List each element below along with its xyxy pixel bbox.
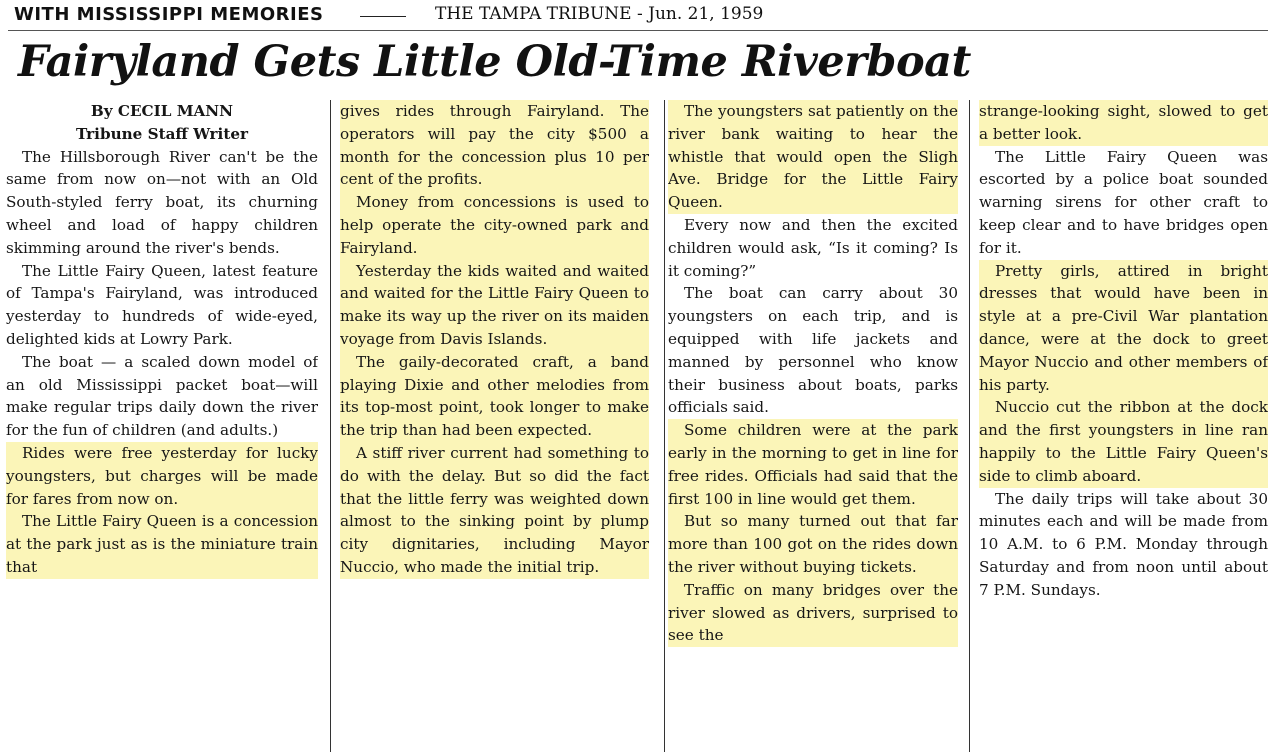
column-rule — [969, 100, 970, 752]
masthead-rule — [8, 30, 1268, 31]
kicker-dash-rule — [360, 16, 406, 17]
section-kicker: WITH MISSISSIPPI MEMORIES — [14, 4, 324, 25]
column-rule — [330, 100, 331, 752]
article-paragraph: strange-looking sight, slowed to get a better look. — [979, 100, 1268, 146]
article-paragraph: But so many turned out that far more than 100 got on the rides down the river without buying tickets. — [668, 510, 958, 578]
article-paragraph: The gaily-decorated craft, a band playing Dixie and other melodies from its top-most point, took longer to make the trip than had been expected. — [340, 351, 649, 442]
article-paragraph: Yesterday the kids waited and waited and waited for the Little Fairy Queen to make its way up the river on its maiden voyage from Davis Islands. — [340, 260, 649, 351]
article-paragraph: Nuccio cut the ribbon at the dock and the first youngsters in line ran happily to the Little Fairy Queen's side to climb aboard. — [979, 396, 1268, 487]
article-column-3 — [668, 100, 958, 752]
article-column-1 — [6, 100, 318, 752]
article-paragraph: The Little Fairy Queen, latest feature of Tampa's Fairyland, was introduced yesterday to hundreds of wide-eyed, delighted kids at Lowry Park. — [6, 261, 318, 348]
article-paragraph: A stiff river current had something to do with the delay. But so did the fact that the little ferry was weighted down almost to the sinking point by plump city dignitaries, including Mayor Nuccio, who made the initial trip. — [340, 442, 649, 579]
source-line: THE TAMPA TRIBUNE - Jun. 21, 1959 — [435, 4, 764, 24]
article-paragraph: Some children were at the park early in the morning to get in line for free rides. Officials had said that the first 100 in line would get them. — [668, 419, 958, 510]
article-paragraph: The boat can carry about 30 youngsters on each trip, and is equipped with life jackets and manned by personnel who know their business about boats, parks officials said. — [668, 284, 958, 417]
article-paragraph: Traffic on many bridges over the river slowed as drivers, surprised to see the — [668, 579, 958, 647]
article-paragraph: The Hillsborough River can't be the same from now on—not with an Old South-styled ferry boat, its churning wheel and load of happy children skimming around the river's bends. — [6, 147, 318, 257]
article-paragraph: gives rides through Fairyland. The operators will pay the city $500 a month for the concession plus 10 per cent of the profits. — [340, 100, 649, 191]
article-paragraph: Every now and then the excited children would ask, “Is it coming? Is it coming?” — [668, 215, 958, 280]
article-paragraph: Rides were free yesterday for lucky youngsters, but charges will be made for fares from now on. — [6, 442, 318, 510]
article-paragraph: The boat — a scaled down model of an old Mississippi packet boat—will make regular trips daily down the river for the fun of children (and adults.) — [6, 352, 318, 440]
article-paragraph: The youngsters sat patiently on the river bank waiting to hear the whistle that would open the Sligh Ave. Bridge for the Little Fairy Queen. — [668, 100, 958, 214]
masthead — [8, 4, 1268, 30]
article-column-4 — [979, 100, 1268, 752]
column-rule — [664, 100, 665, 752]
headline: Fairyland Gets Little Old-Time Riverboat — [18, 37, 971, 87]
article-column-2 — [340, 100, 649, 752]
byline: By CECIL MANN — [90, 102, 234, 120]
article-paragraph: The Little Fairy Queen was escorted by a police boat sounded warning sirens for other craft to keep clear and to have bridges open for it. — [979, 147, 1268, 257]
byline-title: Tribune Staff Writer — [75, 124, 249, 143]
article-paragraph: The Little Fairy Queen is a concession at the park just as is the miniature train that — [6, 510, 318, 578]
article-paragraph: Money from concessions is used to help operate the city-owned park and Fairyland. — [340, 191, 649, 259]
article-paragraph: The daily trips will take about 30 minutes each and will be made from 10 A.M. to 6 P.M. Monday through Saturday and from noon until about 7 P.M. Sundays. — [979, 489, 1268, 599]
article-paragraph: Pretty girls, attired in bright dresses that would have been in style at a pre-Civil War plantation dance, were at the dock to greet Mayor Nuccio and other members of his party. — [979, 260, 1268, 397]
